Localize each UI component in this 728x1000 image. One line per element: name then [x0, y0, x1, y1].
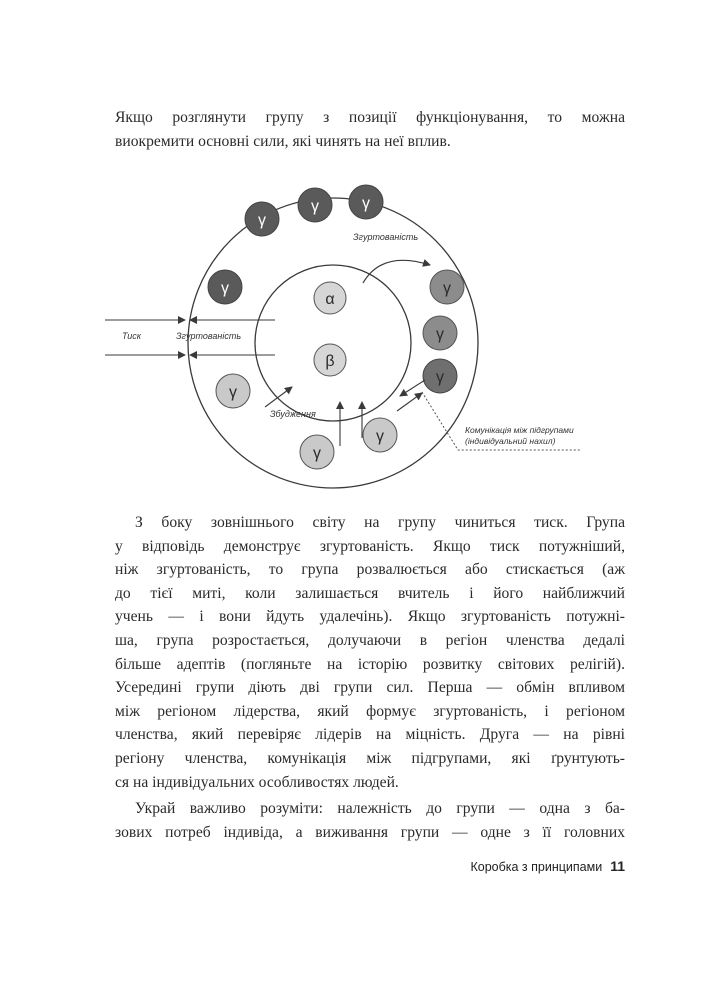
group-forces-diagram [100, 180, 640, 490]
text-line: зових потреб індивіда, а виживання групи — одне з її головних [115, 823, 625, 841]
excitation-label: Збудження [270, 409, 316, 419]
page-footer [420, 858, 625, 874]
text-line: між регіоном лідерства, який формує згуртованість, і регіоном [115, 702, 625, 720]
alpha-node [314, 282, 346, 314]
svg-text:γ: γ [376, 428, 384, 445]
svg-text:γ: γ [313, 445, 321, 462]
running-title: Коробка з принципами [470, 860, 603, 874]
gamma-node [216, 374, 250, 408]
text-line: виокремити основні сили, які чинять на неї вплив. [115, 132, 451, 150]
gamma-node [245, 202, 279, 236]
gamma-node [349, 185, 383, 219]
excitation-arrow [265, 387, 292, 407]
svg-text:γ: γ [311, 198, 319, 215]
gamma-node [208, 270, 242, 304]
gamma-node [300, 435, 334, 469]
text-line: більше адептів (погляньте на історію розвитку світових релігій). [115, 655, 625, 673]
body-paragraph [115, 511, 625, 794]
text-line: учень — і вони йдуть удалечінь). Якщо згуртованість потужні- [115, 608, 625, 626]
text-line: ся на індивідуальних особливостях людей. [115, 773, 399, 791]
text-line: у відповідь демонструє згуртованість. Якщо тиск потужніший, [115, 537, 625, 555]
intro-paragraph [115, 106, 625, 153]
svg-text:α: α [325, 291, 335, 308]
svg-text:γ: γ [436, 369, 444, 386]
gamma-node [363, 418, 397, 452]
text-line: Усередині групи діють дві групи сил. Перша — обмін впливом [115, 679, 625, 697]
gamma-node [430, 270, 464, 304]
text-line: З боку зовнішнього світу на групу чиниться тиск. Група [135, 514, 625, 531]
text-line: Украй важливо розуміти: належність до групи — одна з ба- [135, 800, 625, 817]
svg-text:γ: γ [229, 384, 237, 401]
svg-text:γ: γ [221, 280, 229, 297]
text-line: Якщо розглянути групу з позиції функціонування, то можна [115, 109, 625, 126]
text-line: ніж згуртованість, то група розвалюється або стискається (аж [115, 561, 625, 579]
subgroup-comm-label-line2: (індивідуальний нахил) [465, 436, 556, 446]
gamma-node [423, 316, 457, 350]
cohesion-label-left: Згуртованість [176, 331, 242, 341]
svg-text:γ: γ [436, 326, 444, 343]
cohesion-label-top: Згуртованість [353, 232, 419, 242]
body-paragraph [115, 797, 625, 844]
cohesion-arrow [363, 260, 430, 283]
text-line: регіону членства, комунікація між підгрупами, які ґрунтують- [115, 749, 625, 767]
page-number: 11 [610, 858, 625, 874]
text-line: до тієї миті, коли залишається вчитель і його найближчий [115, 584, 625, 602]
text-line: ша, група розростається, долучаючи в регіон членства дедалі [115, 631, 625, 649]
subgroup-comm-label-line1: Комунікація між підгрупами [465, 425, 574, 435]
svg-text:γ: γ [443, 280, 451, 297]
gamma-node [298, 188, 332, 222]
pressure-label: Тиск [122, 331, 141, 341]
gamma-node [423, 359, 457, 393]
text-line: членства, який перевіряє лідерів на міцність. Друга — на рівні [115, 726, 625, 744]
svg-text:γ: γ [362, 195, 370, 212]
beta-node [314, 344, 346, 376]
svg-text:β: β [325, 353, 335, 370]
svg-text:γ: γ [258, 212, 266, 229]
